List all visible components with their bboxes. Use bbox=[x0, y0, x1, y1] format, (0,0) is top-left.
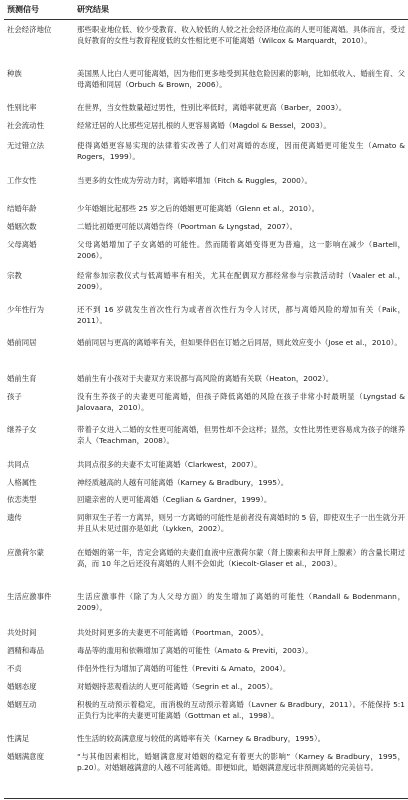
result-text: 二婚比初婚更可能以离婚告终（Poortman & Lyngstad，2007）。 bbox=[77, 222, 297, 231]
predictor-label: 共处时间 bbox=[7, 628, 37, 637]
predictor-label: 生活应激事件 bbox=[7, 592, 52, 601]
result-text: 共同点很多的夫妻不太可能离婚（Clarkwest，2007）。 bbox=[77, 460, 262, 469]
result-text: 经常参加宗教仪式与低离婚率有相关，尤其在配偶双方都经常参与宗教活动时（Vaaler et al.，2009）。 bbox=[77, 271, 405, 291]
predictor-label: 性别比率 bbox=[7, 103, 37, 112]
result-text: 性生活的较高满意度与较低的离婚率有关（Karney & Bradbury，1995）。 bbox=[77, 734, 326, 743]
table-bottom-rule bbox=[4, 798, 408, 799]
table-header bbox=[4, 0, 408, 20]
predictor-label: 种族 bbox=[7, 69, 22, 78]
predictor-label: 结婚年龄 bbox=[7, 204, 37, 213]
predictor-label: 婚姻次数 bbox=[7, 222, 37, 231]
predictor-label: 父母离婚 bbox=[7, 240, 37, 249]
predictor-label: 遗传 bbox=[7, 513, 22, 522]
predictor-label: 少年性行为 bbox=[7, 305, 44, 314]
predictor-label: 婚姻互动 bbox=[7, 700, 37, 709]
result-text: 美国黑人比白人更可能离婚，因为他们更多地受到其他危险因素的影响，比如低收入、婚前生育、父母离婚和同居（Orbuch & Brown，2006）。 bbox=[77, 69, 405, 89]
predictor-label: 依恋类型 bbox=[7, 495, 37, 504]
predictor-label: 社会流动性 bbox=[7, 121, 44, 130]
predictor-label: 不贞 bbox=[7, 664, 22, 673]
result-text: 生活应激事件（除了为人父母方面）的发生增加了离婚的可能性（Randall & Bodenmann，2009）。 bbox=[77, 592, 405, 612]
predictor-label: 共同点 bbox=[7, 460, 30, 469]
result-text: 经常迁居的人比那些定居扎根的人更容易离婚（Magdol & Bessel，2003）。 bbox=[77, 121, 331, 130]
predictor-label: 社会经济地位 bbox=[7, 25, 52, 34]
result-text: 对婚姻持悲观看法的人更可能离婚（Segrin et al.，2005）。 bbox=[77, 682, 278, 691]
result-text: “与其他因素相比，婚姻满意度对婚姻的稳定有着更大的影响”（Karney & Bradbury，1995，p.20）。对婚姻越满意的人越不可能离婚。即便如此，婚姻满意度远非预测离婚的完美信号。 bbox=[77, 752, 405, 772]
result-text: 积极的互动预示着稳定，而消极的互动预示着离婚（Lavner & Bradbury，2011）。不能保持 5:1 正负行为比率的夫妻更可能离婚（Gottman et al.，1998）。 bbox=[77, 700, 405, 720]
result-text: 那些职业地位低、较少受教育、收入较低的人较之社会经济地位高的人更可能离婚。具体而言，受过良好教育的女性与教育程度低的女性相比更不可能离婚（Wilcox & Marquardt，2010）。 bbox=[77, 25, 405, 45]
result-text: 共处时间更多的夫妻更不可能离婚（Poortman，2005）。 bbox=[77, 628, 269, 637]
header-predictor: 预测信号 bbox=[7, 5, 39, 14]
result-text: 在世界，当女性数量超过男性，性别比率低时，离婚率就更高（Barber，2003）。 bbox=[77, 103, 347, 112]
result-text: 少年婚姻比起那些 25 岁之后的婚姻更可能离婚（Glenn et al.，2010）。 bbox=[77, 204, 319, 213]
result-text: 神经质越高的人越有可能离婚（Karney & Bradbury，1995）。 bbox=[77, 478, 289, 487]
predictor-label: 婚前生育 bbox=[7, 374, 37, 383]
predictor-label: 婚姻态度 bbox=[7, 682, 37, 691]
result-text: 同卵双生子若一方离异，则另一方离婚的可能性是前者没有离婚时的 5 倍，即使双生子一出生就分开并且从未见过面亦是如此（Lykken，2002）。 bbox=[77, 513, 405, 533]
result-text: 带着子女进入二婚的女性更可能离婚，但男性却不会这样；显然，女性比男性更容易成为孩子的继养亲人（Teachman，2008）。 bbox=[77, 425, 405, 445]
predictor-label: 酒精和毒品 bbox=[7, 646, 44, 655]
result-text: 父母离婚增加了子女离婚的可能性。然而随着离婚变得更为普遍，这一影响在减少（Bartell，2006）。 bbox=[77, 240, 405, 260]
predictor-label: 婚前同居 bbox=[7, 338, 37, 347]
result-text: 伴侣外性行为增加了离婚的可能性（Previti & Amato，2004）。 bbox=[77, 664, 291, 673]
result-text: 婚前同居与更高的离婚率有关，但如果伴侣在订婚之后同居，则此效应变小（Jose et al.，2010）。 bbox=[77, 338, 402, 347]
predictor-label: 性满足 bbox=[7, 734, 30, 743]
result-text: 婚前生有小孩对于夫妻双方来说都与高风险的离婚有关联（Heaton，2002）。 bbox=[77, 374, 334, 383]
result-text: 在婚姻的第一年，肯定会离婚的夫妻们血液中应激荷尔蒙（肾上腺素和去甲肾上腺素）的含量长期过高，而 10 年之后还没有离婚的人则不会如此（Kiecolt-Glaser et al.，2003）。 bbox=[77, 548, 405, 568]
result-text: 毒品等的滥用和依赖增加了离婚的可能性（Amato & Previti，2003）。 bbox=[77, 646, 313, 655]
result-text: 当更多的女性成为劳动力时，离婚率增加（Fitch & Ruggles，2000）。 bbox=[77, 176, 312, 185]
header-result: 研究结果 bbox=[77, 5, 109, 14]
predictor-label: 工作女性 bbox=[7, 176, 37, 185]
result-text: 回避亲密的人更可能离婚（Ceglian & Gardner，1999）。 bbox=[77, 495, 272, 504]
predictor-label: 宗教 bbox=[7, 271, 22, 280]
predictor-label: 继养子女 bbox=[7, 425, 37, 434]
result-text: 使得离婚更容易实现的法律着实改善了人们对离婚的态度，因而使离婚更可能发生（Amato & Rogers，1999）。 bbox=[77, 141, 405, 161]
result-text: 还不到 16 岁就发生首次性行为或者首次性行为令人讨厌，都与离婚风险的增加有关（Paik，2011）。 bbox=[77, 305, 405, 325]
predictor-label: 应激荷尔蒙 bbox=[7, 548, 44, 557]
predictor-label: 婚姻满意度 bbox=[7, 752, 44, 761]
predictor-label: 孩子 bbox=[7, 392, 22, 401]
result-text: 没有生养孩子的夫妻更可能离婚，但孩子降低离婚的风险在孩子非常小时最明显（Lyngstad & Jalovaara，2010）。 bbox=[77, 392, 405, 412]
predictor-label: 无过错立法 bbox=[7, 141, 44, 150]
predictor-label: 人格属性 bbox=[7, 478, 37, 487]
